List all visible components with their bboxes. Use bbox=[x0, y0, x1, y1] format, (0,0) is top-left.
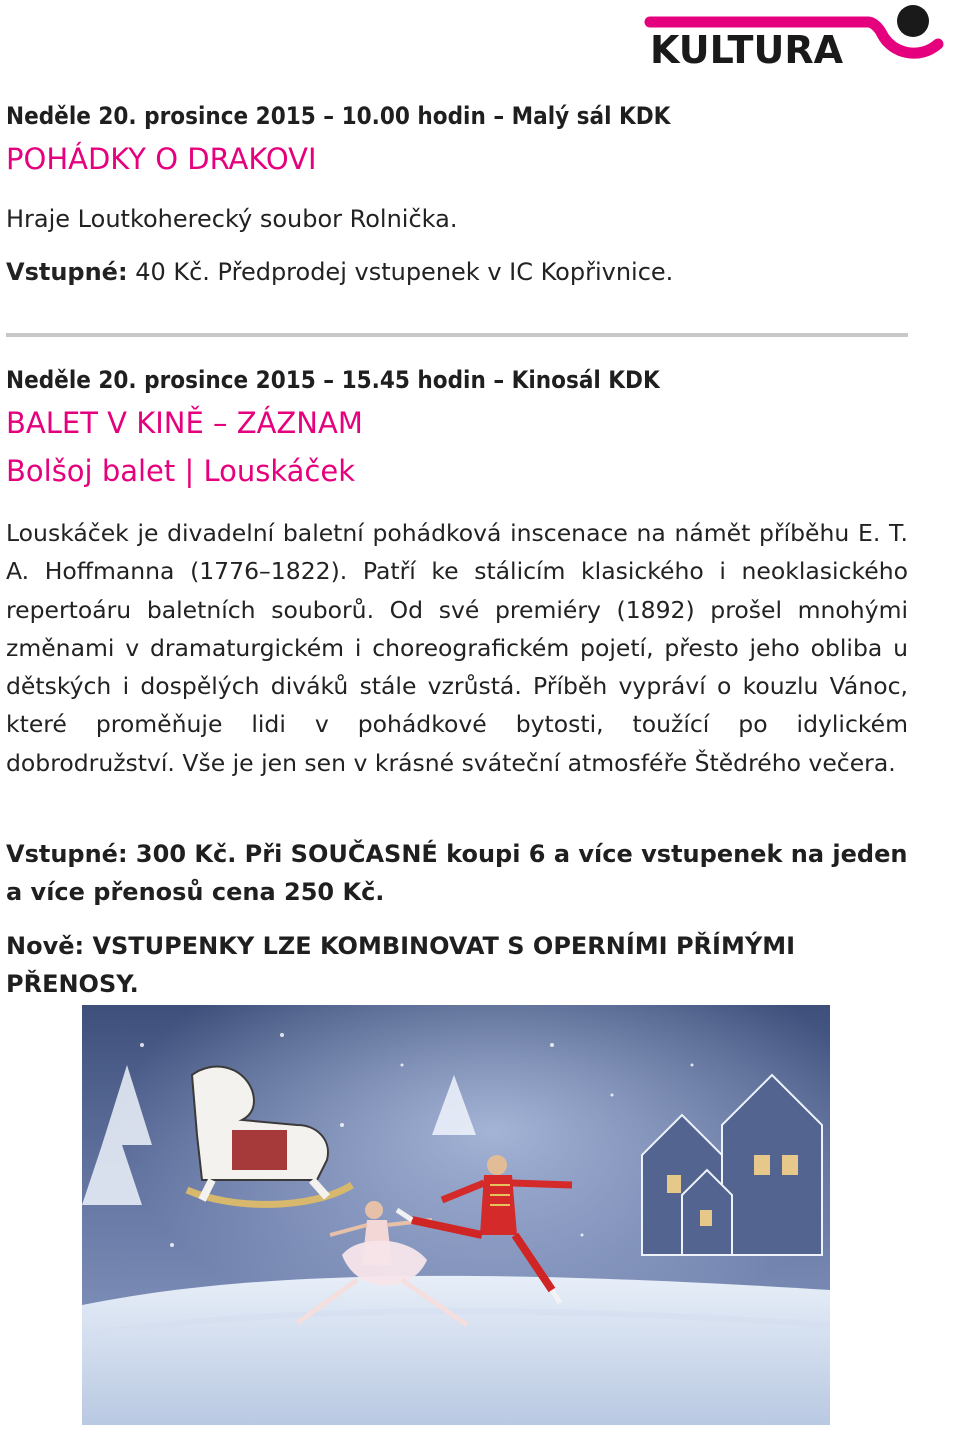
event2-datetime: Neděle 20. prosince 2015 – 15.45 hodin – Kinosál KDK bbox=[6, 366, 660, 394]
event2-price-info: Vstupné: 300 Kč. Při SOUČASNÉ koupi 6 a více vstupenek na jeden a více přenosů cena 250 Kč. bbox=[6, 840, 908, 906]
section-divider bbox=[6, 333, 908, 337]
ballet-photo bbox=[82, 1005, 830, 1425]
event1-title: POHÁDKY O DRAKOVI bbox=[6, 142, 317, 176]
event1-datetime: Neděle 20. prosince 2015 – 10.00 hodin – Malý sál KDK bbox=[6, 102, 671, 130]
section-title: KULTURA bbox=[650, 28, 844, 72]
ballet-scene-image bbox=[82, 1005, 830, 1425]
kultura-logo bbox=[0, 0, 960, 80]
event2-title: BALET V KINĚ – ZÁZNAM bbox=[6, 406, 363, 440]
event2-note: Nově: VSTUPENKY LZE KOMBINOVAT S OPERNÍMI PŘÍMÝMI PŘENOSY. bbox=[6, 932, 796, 998]
event1-performer: Hraje Loutkoherecký soubor Rolnička. bbox=[6, 205, 458, 233]
event1-price-label: Vstupné: bbox=[6, 258, 128, 286]
event2-subtitle: Bolšoj balet | Louskáček bbox=[6, 454, 355, 488]
event1-price-rest: 40 Kč. Předprodej vstupenek v IC Kopřivnice. bbox=[127, 258, 674, 286]
event1-price bbox=[6, 258, 673, 286]
event2-description: Louskáček je divadelní baletní pohádková inscenace na námět příběhu E. T. A. Hoffmanna (1776–1822). Patří ke stálicím klasického i neoklasického repertoáru baletních souborů. Od své premiéry (1892) prošel mnohými změnami v dramaturgickém i choreografickém pojetí, přesto jeho obliba u dětských i dospělých diváků stále vzrůstá. Příběh vypráví o kouzlu Vánoc, které proměňuje lidi v pohádkové bytosti, toužící po idylickém dobrodružství. Vše je jen sen v krásné sváteční atmosféře Štědrého večera. bbox=[6, 519, 908, 777]
